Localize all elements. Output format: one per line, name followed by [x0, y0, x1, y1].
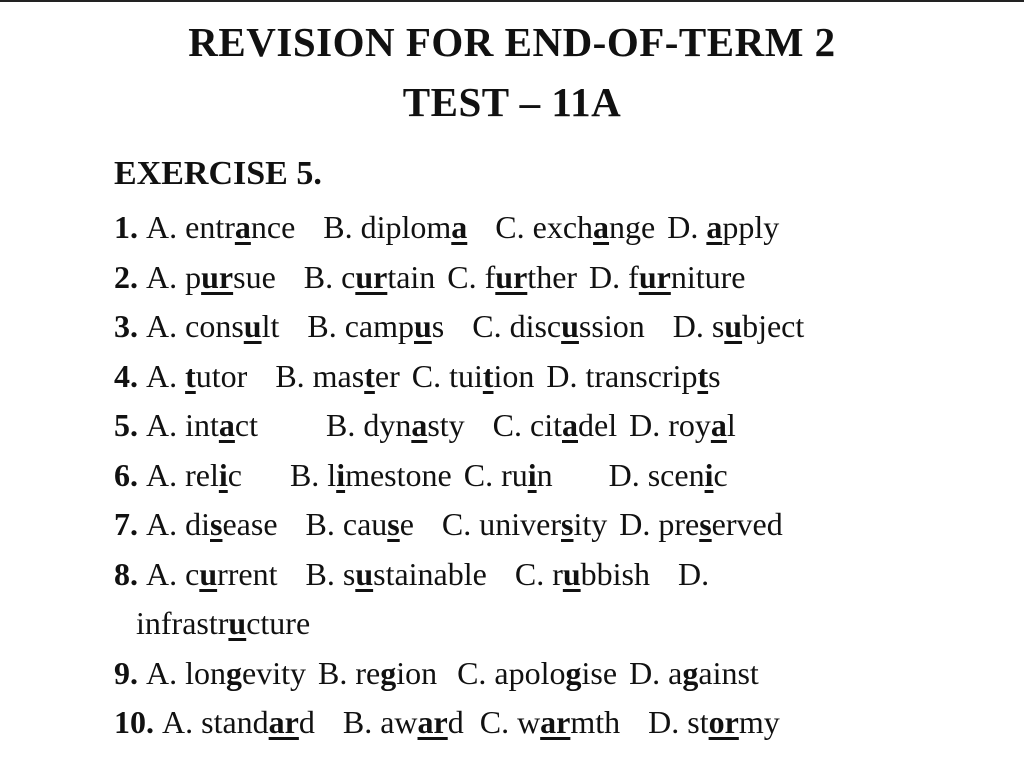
option-d: D. apply — [667, 209, 780, 245]
option-c: C. discussion — [472, 308, 645, 344]
question-number: 9. — [114, 654, 138, 691]
question-number: 3. — [114, 308, 138, 344]
option-c: C. warmth — [479, 704, 621, 740]
question-row — [114, 550, 1014, 600]
option-a: A. intact — [146, 407, 258, 443]
question-list — [114, 203, 1014, 748]
question-row — [114, 649, 1014, 699]
option-d: D. royal — [629, 407, 736, 443]
question-row — [114, 203, 1014, 253]
option-b: B. cause — [305, 506, 414, 542]
option-c: C. rubbish — [514, 555, 650, 592]
option-a: A. current — [146, 555, 278, 592]
option-a: A. longevity — [146, 654, 306, 691]
option-c: C. apologise — [457, 654, 618, 691]
option-b: B. limestone — [289, 456, 452, 493]
option-a: A. entrance — [146, 209, 296, 245]
question-number: 10. — [114, 704, 154, 740]
option-c: C. further — [447, 258, 578, 295]
question-row — [114, 500, 1014, 550]
top-border-line — [0, 0, 1024, 2]
question-number: 6. — [114, 456, 138, 493]
option-c: C. ruin — [463, 456, 553, 493]
option-b: B. campus — [307, 308, 445, 344]
option-b: B. region — [317, 654, 438, 691]
question-number: 4. — [114, 357, 138, 394]
document-title: REVISION FOR END-OF-TERM 2 — [188, 19, 836, 65]
option-a: A. relic — [146, 456, 242, 493]
option-d: D. against — [629, 654, 759, 691]
option-a: A. disease — [146, 506, 278, 542]
exercise-heading: EXERCISE 5. — [114, 155, 322, 192]
option-c: C. university — [441, 506, 608, 542]
option-d: D. furniture — [589, 258, 746, 295]
option-b: B. curtain — [303, 258, 436, 295]
option-a: A. standard — [162, 704, 315, 740]
option-d: D. subject — [672, 308, 805, 344]
option-c: C. exchange — [495, 209, 656, 245]
option-a: A. pursue — [146, 258, 276, 295]
option-a: A. tutor — [146, 357, 248, 394]
question-number: 2. — [114, 258, 138, 295]
option-d: D. stormy — [648, 704, 780, 740]
option-d: D. preserved — [619, 506, 783, 542]
option-b: B. award — [342, 704, 464, 740]
question-row — [114, 352, 1014, 402]
question-number: 1. — [114, 209, 138, 245]
option-d-word: infrastructure — [136, 605, 311, 641]
option-a: A. consult — [146, 308, 280, 344]
question-row — [114, 698, 1014, 748]
question-row — [114, 253, 1014, 303]
question-number: 8. — [114, 555, 138, 592]
option-b: B. sustainable — [305, 555, 487, 592]
option-d-letter: D. — [677, 555, 710, 592]
question-row — [114, 302, 1014, 352]
option-b: B. dynasty — [325, 407, 465, 443]
option-d: D. scenic — [608, 456, 728, 493]
option-d: D. transcripts — [546, 357, 721, 394]
question-row-continuation — [114, 599, 1014, 649]
question-number: 7. — [114, 506, 138, 542]
question-number: 5. — [114, 407, 138, 443]
option-c: C. citadel — [492, 407, 618, 443]
question-row — [114, 401, 1014, 451]
option-b: B. diploma — [323, 209, 468, 245]
document-subtitle: TEST – 11A — [402, 79, 622, 125]
option-b: B. master — [275, 357, 400, 394]
question-row — [114, 451, 1014, 501]
option-c: C. tuition — [411, 357, 535, 394]
